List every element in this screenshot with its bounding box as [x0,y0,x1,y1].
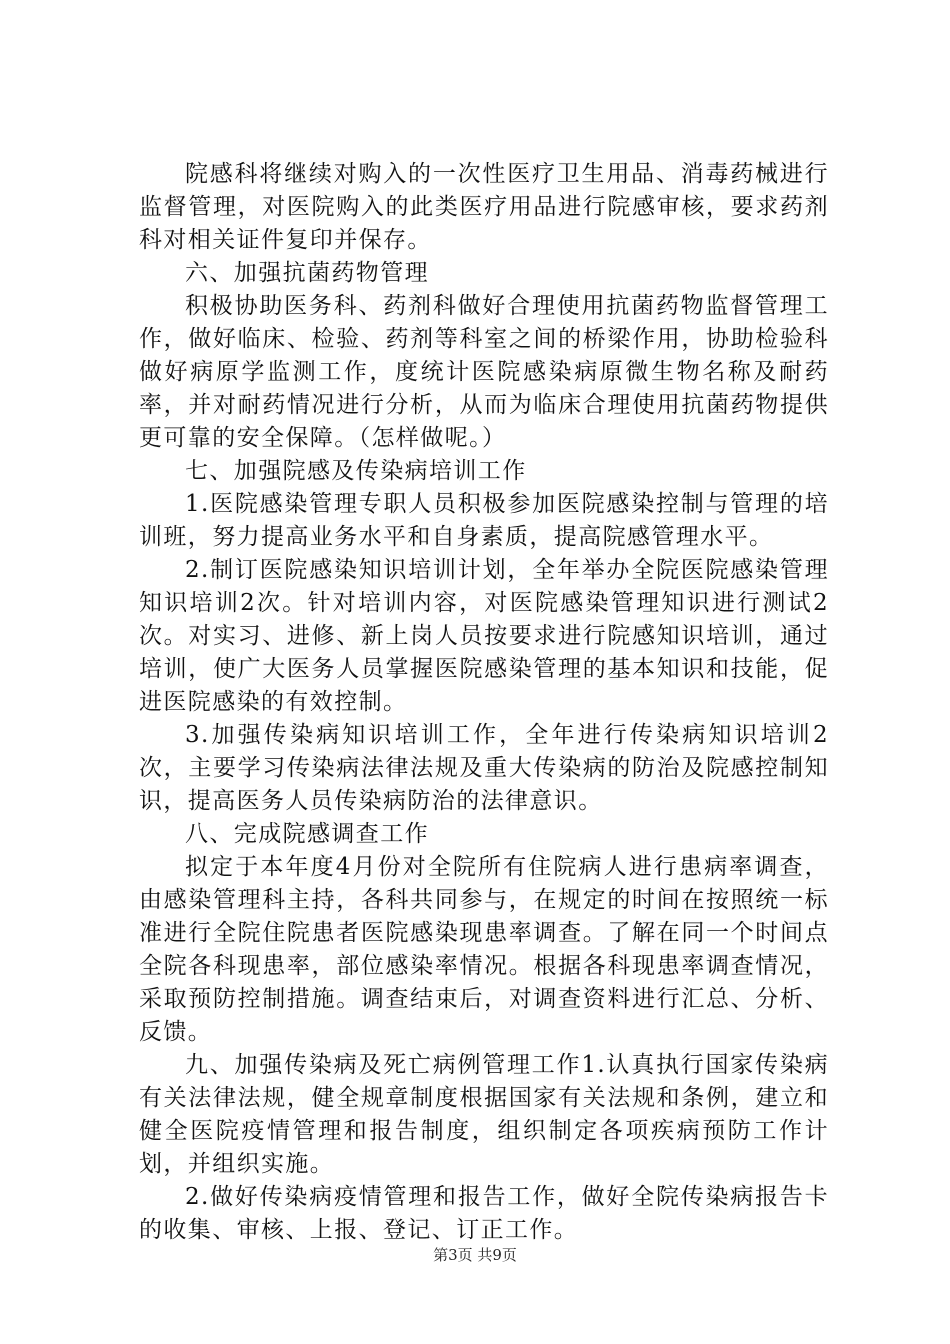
paragraph: 2.制订医院感染知识培训计划，全年举办全院医院感染管理知识培训2次。针对培训内容，对医院感染管理知识进行测试2次。对实习、进修、新上岗人员按要求进行院感知识培训，通过培训，使广大医务人员掌握医院感染管理的基本知识和技能，促进医院感染的有效控制。 [139,557,829,715]
section-heading: 六、加强抗菌药物管理 [185,260,429,286]
document-body [139,158,829,1247]
page-number-label: 第3页 共9页 [433,1246,517,1264]
paragraph: 3.加强传染病知识培训工作，全年进行传染病知识培训2次，主要学习传染病法律法规及重大传染病的防治及院感控制知识，提高医务人员传染病防治的法律意识。 [139,722,829,814]
paragraph: 积极协助医务科、药剂科做好合理使用抗菌药物监督管理工作，做好临床、检验、药剂等科室之间的桥梁作用，协助检验科做好病原学监测工作，度统计医院感染病原微生物名称及耐药率，并对耐药情况进行分析，从而为临床合理使用抗菌药物提供更可靠的安全保障。（怎样做呢。） [139,293,829,451]
section-heading: 七、加强院感及传染病培训工作 [185,458,527,484]
paragraph: 2.做好传染病疫情管理和报告工作，做好全院传染病报告卡的收集、审核、上报、登记、订正工作。 [139,1184,829,1243]
paragraph: 九、加强传染病及死亡病例管理工作1.认真执行国家传染病有关法律法规，健全规章制度根据国家有关法规和条例，建立和健全医院疫情管理和报告制度，组织制定各项疾病预防工作计划，并组织实施。 [139,1052,829,1177]
page-footer [0,1245,950,1265]
paragraph: 拟定于本年度4月份对全院所有住院病人进行患病率调查，由感染管理科主持，各科共同参与，在规定的时间在按照统一标准进行全院住院患者医院感染现患率调查。了解在同一个时间点全院各科现患率，部位感染率情况。根据各科现患率调查情况，采取预防控制措施。调查结束后，对调查资料进行汇总、分析、反馈。 [139,854,829,1045]
section-heading: 八、完成院感调查工作 [185,821,429,847]
paragraph: 1.医院感染管理专职人员积极参加医院感染控制与管理的培训班，努力提高业务水平和自身素质，提高院感管理水平。 [139,491,829,550]
paragraph: 院感科将继续对购入的一次性医疗卫生用品、消毒药械进行监督管理，对医院购入的此类医疗用品进行院感审核，要求药剂科对相关证件复印并保存。 [139,161,829,253]
